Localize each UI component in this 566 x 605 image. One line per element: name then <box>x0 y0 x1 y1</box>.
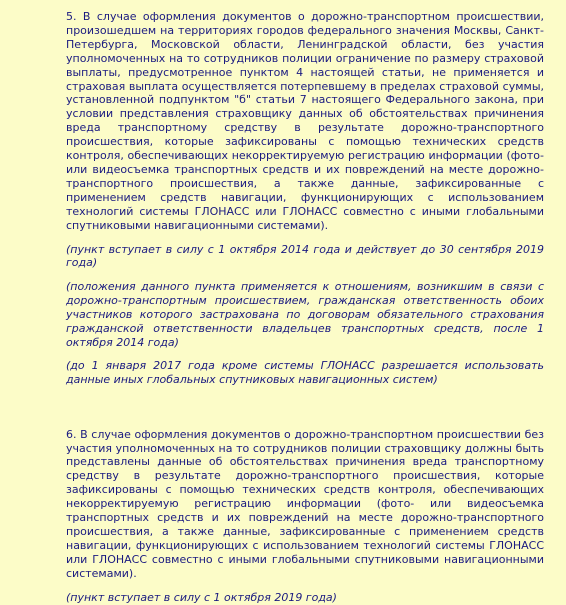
section-5-paragraph: 5. В случае оформления документов о дорожно-транспортном происшествии, произошедшем на территориях городов федерального значения Москвы, Санкт-Петербурга, Московской области, Ленинградской области, без участия уполномоченных на то сотрудников полиции ограничение по размеру страховой выплаты, предусмотренное пунктом 4 настоящей статьи, не применяется и страховая выплата осуществляется потерпевшему в пределах страховой суммы, установленной подпунктом "б" статьи 7 настоящего Федерального закона, при условии представления страховщику данных об обстоятельствах причинения вреда транспортному средству в результате дорожно-транспортного происшествия, которые зафиксированы с помощью технических средств контроля, обеспечивающих некорректируемую регистрацию информации (фото- или видеосъемка транспортных средств и их повреждений на месте дорожно-транспортного происшествия, а также данные, зафиксированные с применением средств навигации, функционирующих с использованием технологий системы ГЛОНАСС или ГЛОНАСС совместно с иными глобальными спутниковыми навигационными системами). <box>66 10 544 232</box>
spacer <box>66 233 544 243</box>
section-5-glonass-note: (до 1 января 2017 года кроме системы ГЛОНАСС разрешается использовать данные иных глобальных спутниковых навигационных систем) <box>66 358 544 386</box>
spacer <box>66 270 544 280</box>
section-5-applicability-note: (положения данного пункта применяется к отношениям, возникшим в связи с дорожно-транспортным происшествием, гражданская ответственность обоих участников которого застрахована по договорам обязательного страхования гражданской ответственности владельцев транспортных средств, после 1 октября 2014 года) <box>66 280 544 349</box>
section-6-paragraph: 6. В случае оформления документов о дорожно-транспортном происшествии без участия уполномоченных на то сотрудников полиции страховщику должны быть представлены данные об обстоятельствах причинения вреда транспортному средству в результате дорожно-транспортного происшествия, которые зафиксированы с помощью технических средств контроля, обеспечивающих некорректируемую регистрацию информации (фото- или видеосъемка транспортных средств и их повреждений на месте дорожно-транспортного происшествия, а также данные, зафиксированные с применением средств навигации, функционирующих с использованием технологий системы ГЛОНАСС или ГЛОНАСС совместно с иными глобальными спутниковыми навигационными системами). <box>66 427 544 580</box>
spacer <box>66 581 544 591</box>
section-5-effective-note: (пункт вступает в силу с 1 октября 2014 года и действует до 30 сентября 2019 года) <box>66 242 544 270</box>
section-6-effective-note: (пункт вступает в силу с 1 октября 2019 года) <box>66 590 337 604</box>
spacer <box>66 387 544 428</box>
spacer <box>66 350 544 359</box>
